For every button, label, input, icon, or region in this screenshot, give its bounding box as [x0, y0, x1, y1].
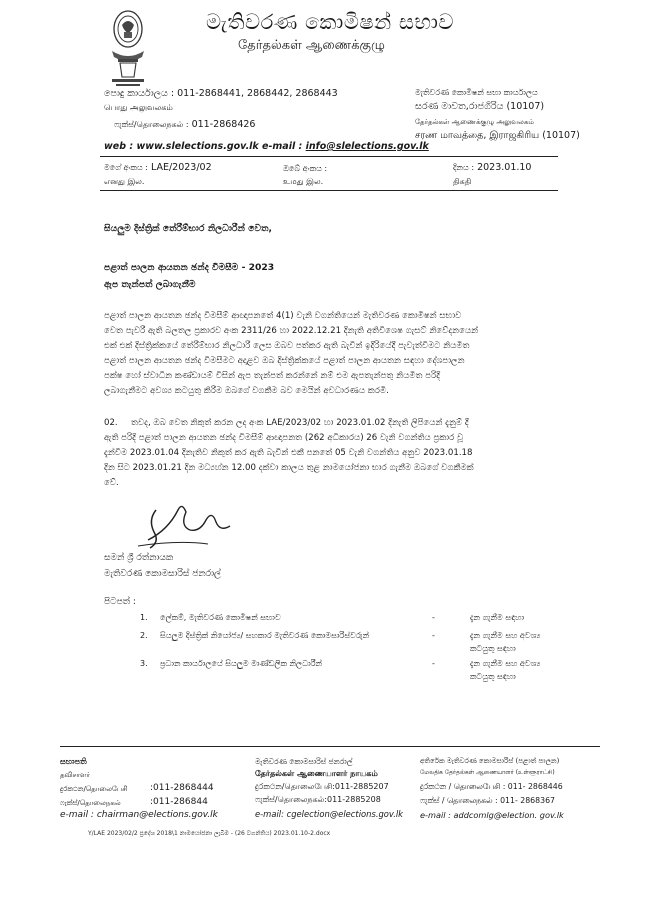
- additional-commissioner-title-sinhala: අතිරේක මැතිවරණ කොමසාරිස් (පළාත් පාලන): [420, 757, 560, 765]
- fax-label: ෆැක්ස්/தொலைநகல் :: [114, 120, 189, 129]
- additional-commissioner-title-tamil: மேலதிக தேர்தல்கள் ஆணையாளர் (உள்ளூராட்சி): [420, 769, 555, 776]
- commissioner-general-fax: ෆැක්ස්/தொலைநகல்:011-2885208: [255, 795, 381, 804]
- paragraph-1-line: පක්ෂ හෝ ස්වාධීන කණ්ඩායම් විසින් ඇප තැන්පත් කරන්නේ නම් එම ඇපතැන්පතු නියමිත පරිදි: [104, 371, 441, 381]
- paragraph-1-line: ලබාගැනීමට අවශ්‍ය කටයුතු කිරීම ඔබගේ වගකීම බව මෙයින් අවධාරණය කරමි.: [104, 386, 389, 396]
- address-sinhala-line: සරණ මාවත,රාජගිරිය (10107): [415, 101, 545, 112]
- web-label: web :: [104, 141, 134, 152]
- email-row: [262, 141, 429, 152]
- paragraph-1-line: එක් එක් දිස්ත්‍රික්කයේ තේරීම්භාර නිලධාරී ලෙස ඔබව පත්කර ඇති බැවින් ඉදිරියේදී පැවැත්වීමට නියමිත: [104, 341, 470, 351]
- your-number-label: ඔබේ අංකය :: [283, 164, 328, 173]
- address-sinhala-name: මැතිවරණ කොමිෂන් සභා කාර්යාලය: [415, 88, 538, 97]
- website-row: [104, 141, 259, 152]
- copy-item-recipient: ලේකම්, මැතිවරණ කොමිෂන් සභාව: [160, 613, 281, 622]
- chairman-fax-label: ෆැක්ස්/தொலைநகல்: [60, 799, 121, 807]
- commission-title-tamil: தேர்தல்கள் ஆணைக்குழு: [238, 38, 385, 53]
- subject-line-1: පළාත් පාලන ආයතන ඡන්ද විමසීම - 2023: [104, 262, 275, 273]
- email-label: e-mail :: [262, 141, 303, 152]
- paragraph-2-number: 02.: [104, 418, 118, 428]
- commissioner-general-phone: දුරකථන/தொலைபேசி:011-2885207: [255, 782, 389, 791]
- your-number-tamil: உமது இல.: [283, 177, 324, 186]
- date-value: 2023.01.10: [477, 162, 532, 173]
- copy-item-dash: -: [432, 659, 435, 668]
- website-link[interactable]: www.slelections.gov.lk: [136, 141, 259, 152]
- reference-divider: [100, 190, 558, 191]
- commission-title-sinhala: මැතිවරණ කොමිෂන් සභාව: [206, 10, 454, 34]
- address-tamil-name: தேர்தல்கள் ஆணைக்குழு அலுவலகம்: [415, 118, 534, 126]
- paragraph-2: [131, 416, 556, 431]
- paragraph-1-line: පළාත් පාලන ආයතන ඡන්ද විමසීමට අදාළව ඔබ දිස්ත්‍රික්කයේ පළාත් පාලන ආයතන සඳහා දේශපාලන: [104, 356, 465, 366]
- my-number-label: මගේ අංකය :: [104, 163, 148, 172]
- signer-title: මැතිවරණ කොමසාරිස් ජනරාල්: [104, 569, 221, 579]
- file-reference: Y/LAE 2023/02/2 ප්‍රදේශ 2018\1 නාමයෝජනා ලැබීම - (26 වගන්තිය) 2023.01.10-2.docx: [88, 830, 331, 837]
- commissioner-general-title-sinhala: මැතිවරණ කොමසාරිස් ජනරාල්: [255, 757, 353, 766]
- general-office-tamil: பொது அலுவலகம்: [104, 103, 173, 112]
- chairman-phone-label: දුරකථන/தொலைபேசி: [60, 785, 128, 793]
- paragraph-2-line: දින සිට 2023.01.21 දින මධ්‍යහ්න 12.00 දක්වා කාලය තුළ නාමයෝජනා භාර ගැනීම ඔබගේ වගකීමක්: [104, 463, 474, 473]
- chairman-phone: :011-2868444: [150, 783, 214, 793]
- copy-item-number: 1.: [140, 613, 148, 622]
- chairman-fax: :011-286844: [150, 797, 208, 807]
- date-row: [453, 162, 531, 173]
- signer-name: සමන් ශ්‍රී රත්නායක: [104, 553, 174, 563]
- phone-numbers: 011-2868441, 2868442, 2868443: [177, 88, 338, 99]
- paragraph-1-line: වෙත පැවරී ඇති බලතල ප්‍රකාරව අංක 2311/26 හා 2022.12.21 දිනැති අතිවිශෙෂ ගැසට් නිවේදනයෙන්: [104, 326, 479, 336]
- copy-item-dash: -: [432, 631, 435, 640]
- commissioner-general-title-tamil: தேர்தல்கள் ஆணையாளர் நாயகம்: [255, 769, 378, 778]
- copy-item-recipient: සියලුම දිස්ත්‍රික් නියෝජ්‍ය/ සහකාර මැතිවරණ කොමසාරිස්වරුන්: [160, 631, 370, 640]
- date-tamil: திகதி: [453, 177, 472, 186]
- paragraph-1-line: පළාත් පාලන ආයතන ඡන්ද විමසීම් ආඥාපනතේ 4(1) වැනි වගන්තියෙන් මැතිවරණ කොමිෂන් සභාව: [104, 311, 462, 321]
- email-link[interactable]: info@slelections.gov.lk: [305, 141, 429, 152]
- my-number-row: [104, 162, 212, 173]
- copy-item-dash: -: [432, 613, 435, 622]
- chairman-title-sinhala: සභාපති: [60, 757, 87, 766]
- copy-item-purpose: දැන ගැනීම සහ අවශ්‍ය: [470, 631, 541, 640]
- copy-item-number: 2.: [140, 631, 148, 640]
- copies-label: පිටපත් :: [104, 597, 136, 607]
- my-number-value: LAE/2023/02: [150, 162, 212, 173]
- header-divider: [100, 156, 558, 157]
- paragraph-2-line: දැන්වීම 2023.01.04 දිනැතිව නිකුත් කර ඇති බැවින් එකී පනතේ 05 වැනි වගන්තිය අනුව 2023.01.18: [104, 448, 473, 458]
- phone-label: පොදු කාර්යාලය :: [104, 88, 175, 99]
- addressee: සියලුම දිස්ත්‍රික් තේරීම්භාර නිලධාරීන් වෙත,: [104, 223, 273, 234]
- my-number-tamil: எனது இல.: [104, 177, 145, 186]
- paragraph-2-line: තවද, ඔබ වෙත නිකුත් කරන ලද අංක LAE/2023/02 හා 2023.01.02 දිනැති ලිපියෙන් දැනුම් දී: [131, 418, 469, 428]
- commissioner-general-email[interactable]: e-mail: cgelection@elections.gov.lk: [255, 809, 404, 819]
- copy-item-recipient: ප්‍රධාන කාර්යාලයේ සියලුම මාණ්ඩලික නිලධාරීන්: [160, 659, 323, 668]
- copy-item-purpose-continued: කටයුතු සඳහා: [470, 672, 516, 681]
- subject-line-2: ඇප තැන්පත් ලබාගැනීම: [104, 279, 196, 290]
- copy-item-purpose: දැන ගැනීම සඳහා: [470, 613, 525, 622]
- additional-commissioner-fax: ෆැක්ස් / தொலைநகல் : 011- 2868367: [420, 796, 555, 805]
- address-tamil-line: சரண மாவத்தை, இராஜகிரிய (10107): [415, 130, 580, 141]
- fax-row: [114, 119, 255, 130]
- footer-divider: [60, 746, 600, 747]
- additional-commissioner-email[interactable]: e-mail : addcomlg@election. gov.lk: [420, 810, 564, 820]
- chairman-title-tamil: தவிசாளர்: [60, 771, 91, 779]
- copy-item-purpose-continued: කටයුතු සඳහා: [470, 644, 516, 653]
- paragraph-2-line: ඇති පරිදි පළාත් පාලන ආයතන ඡන්ද විමසීම් ආඥාපනත (262 අධිකාරය) 26 වැනි වගන්තිය ප්‍රකාර වූ: [104, 433, 464, 443]
- copy-item-number: 3.: [140, 659, 148, 668]
- signature-icon: [128, 490, 278, 560]
- fax-number: 011-2868426: [191, 119, 256, 130]
- paragraph-2-line: වේ.: [104, 478, 119, 488]
- paragraph-2-continued: [104, 431, 556, 491]
- sri-lanka-emblem-icon: [106, 5, 150, 91]
- copy-item-purpose: දැන ගැනීම සහ අවශ්‍ය: [470, 659, 541, 668]
- phone-row: [104, 88, 338, 99]
- chairman-email[interactable]: e-mail : chairman@elections.gov.lk: [60, 810, 218, 820]
- additional-commissioner-phone: දුරකථන / தொலைபேசி : 011- 2868446: [420, 782, 563, 791]
- paragraph-1: [104, 309, 556, 399]
- date-label: දිනය :: [453, 163, 475, 172]
